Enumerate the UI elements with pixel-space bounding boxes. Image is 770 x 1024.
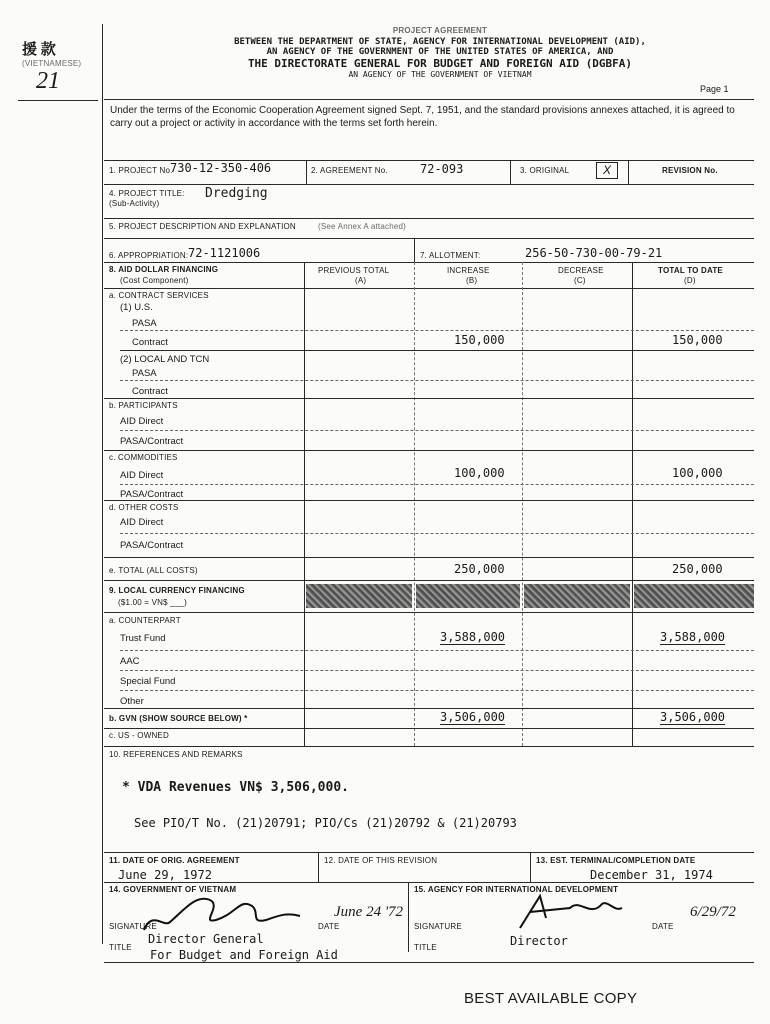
shaded-cell-c bbox=[524, 584, 630, 608]
col-cost-component-sub: (Cost Component) bbox=[120, 276, 189, 285]
description-label: 5. PROJECT DESCRIPTION AND EXPLANATION bbox=[109, 222, 296, 231]
gvn-increase: 3,506,000 bbox=[440, 710, 506, 724]
row-contract-services: a. CONTRACT SERVICES bbox=[109, 291, 209, 300]
agreement-no-label: 2. AGREEMENT No. bbox=[311, 166, 388, 175]
contract-total: 150,000 bbox=[672, 333, 723, 347]
header-line-2: AN AGENCY OF THE GOVERNMENT OF THE UNITED STATES OF AMERICA, AND bbox=[266, 47, 614, 57]
row-participants-aid: AID Direct bbox=[120, 416, 164, 427]
corner-block bbox=[22, 38, 92, 98]
row-us-owned: c. US - OWNED bbox=[109, 731, 169, 740]
intro-text: Under the terms of the Economic Cooperation Agreement signed Sept. 7, 1951, and the standard provisions annexes attached, it is agreed to carry out a project or activity in accordance with the terms set forth herein. bbox=[110, 105, 735, 129]
col-previous-sub: (A) bbox=[355, 276, 367, 285]
row-trust-fund: Trust Fund bbox=[120, 633, 166, 644]
col-total-sub: (D) bbox=[684, 276, 696, 285]
row-commodities-pasa: PASA/Contract bbox=[120, 489, 184, 500]
aid-date-label: DATE bbox=[652, 922, 674, 931]
row-participants-pasa: PASA/Contract bbox=[120, 436, 184, 447]
description-note: (See Annex A attached) bbox=[318, 222, 407, 231]
gvn-signature-label: SIGNATURE bbox=[109, 922, 157, 931]
row-local-currency: 9. LOCAL CURRENCY FINANCING bbox=[109, 586, 245, 595]
corner-sub: (VIETNAMESE) bbox=[22, 59, 82, 68]
gvn-date: June 24 '72 bbox=[334, 904, 404, 920]
row-other-pasa: PASA/Contract bbox=[120, 540, 184, 551]
commodities-total: 100,000 bbox=[672, 466, 723, 480]
row-counterpart: a. COUNTERPART bbox=[109, 616, 181, 625]
project-no-label: 1. PROJECT No. bbox=[109, 166, 173, 175]
col-total: TOTAL TO DATE bbox=[658, 266, 723, 275]
best-available-copy-stamp: BEST AVAILABLE COPY bbox=[464, 990, 638, 1007]
aid-date: 6/29/72 bbox=[690, 904, 736, 920]
gvn-title-1: Director General bbox=[148, 932, 264, 946]
gvn-total: 3,506,000 bbox=[660, 710, 726, 724]
gvn-date-label: DATE bbox=[318, 922, 340, 931]
header-line-3: THE DIRECTORATE GENERAL FOR BUDGET AND FOREIGN AID (DGBFA) bbox=[247, 57, 633, 70]
gov-label: 14. GOVERNMENT OF VIETNAM bbox=[109, 885, 237, 894]
appropriation: 72-1121006 bbox=[188, 246, 261, 260]
col-previous: PREVIOUS TOTAL bbox=[318, 266, 390, 275]
form-title: PROJECT AGREEMENT bbox=[392, 26, 488, 35]
row-us-pasa: PASA bbox=[132, 318, 157, 329]
project-title: Dredging bbox=[205, 186, 268, 201]
row-other: Other bbox=[120, 696, 144, 707]
revision-label: REVISION No. bbox=[662, 166, 718, 175]
shaded-cell-b bbox=[416, 584, 520, 608]
row-aac: AAC bbox=[120, 656, 140, 667]
row-other-costs: d. OTHER COSTS bbox=[109, 503, 179, 512]
commodities-increase: 100,000 bbox=[454, 466, 505, 480]
col-increase: INCREASE bbox=[447, 266, 490, 275]
trust-increase: 3,588,000 bbox=[440, 630, 506, 644]
original-checkbox[interactable]: X bbox=[596, 162, 618, 179]
col-increase-sub: (B) bbox=[466, 276, 478, 285]
row-local-currency-sub: ($1.00 = VN$ ___) bbox=[118, 598, 187, 607]
gvn-title-2: For Budget and Foreign Aid bbox=[150, 948, 338, 962]
allotment-label: 7. ALLOTMENT: bbox=[420, 251, 481, 260]
original-label: 3. ORIGINAL bbox=[520, 166, 570, 175]
project-title-sub: (Sub-Activity) bbox=[109, 199, 160, 208]
row-local-pasa: PASA bbox=[132, 368, 157, 379]
aid-title: Director bbox=[510, 934, 568, 948]
row-local-contract: Contract bbox=[132, 386, 168, 397]
row-us: (1) U.S. bbox=[120, 302, 153, 313]
date-orig: June 29, 1972 bbox=[118, 868, 212, 882]
appropriation-label: 6. APPROPRIATION: bbox=[109, 251, 189, 260]
form-header bbox=[130, 26, 750, 79]
references-line-2: See PIO/T No. (21)20791; PIO/Cs (21)20792 & (21)20793 bbox=[134, 816, 517, 830]
row-special-fund: Special Fund bbox=[120, 676, 176, 687]
row-total-all-costs: e. TOTAL (ALL COSTS) bbox=[109, 566, 198, 575]
row-us-contract: Contract bbox=[132, 337, 168, 348]
project-title-label: 4. PROJECT TITLE: bbox=[109, 189, 185, 198]
aid-signature bbox=[510, 888, 630, 932]
total-total: 250,000 bbox=[672, 562, 723, 576]
shaded-cell-a bbox=[306, 584, 412, 608]
page-number: Page 1 bbox=[700, 84, 729, 94]
corner-number: 21 bbox=[36, 68, 60, 94]
row-gvn: b. GVN (SHOW SOURCE BELOW) * bbox=[109, 714, 248, 723]
project-no: 730-12-350-406 bbox=[170, 161, 272, 175]
agreement-no: 72-093 bbox=[420, 162, 464, 176]
gvn-signature bbox=[140, 890, 320, 936]
total-increase: 250,000 bbox=[454, 562, 505, 576]
col-decrease-sub: (C) bbox=[574, 276, 586, 285]
header-line-4: AN AGENCY OF THE GOVERNMENT OF VIETNAM bbox=[348, 70, 532, 79]
aid-title-label: TITLE bbox=[414, 943, 437, 952]
row-participants: b. PARTICIPANTS bbox=[109, 401, 178, 410]
gvn-title-label: TITLE bbox=[109, 943, 132, 952]
row-local-tcn: (2) LOCAL AND TCN bbox=[120, 354, 210, 365]
contract-increase: 150,000 bbox=[454, 333, 505, 347]
references-label: 10. REFERENCES AND REMARKS bbox=[109, 750, 243, 759]
row-commodities-aid: AID Direct bbox=[120, 470, 164, 481]
col-cost-component: 8. AID DOLLAR FINANCING bbox=[109, 265, 219, 274]
agency-label: 15. AGENCY FOR INTERNATIONAL DEVELOPMENT bbox=[414, 885, 619, 894]
allotment: 256-50-730-00-79-21 bbox=[525, 246, 663, 260]
shaded-cell-d bbox=[634, 584, 754, 608]
references-line-1: * VDA Revenues VN$ 3,506,000. bbox=[122, 780, 349, 795]
row-commodities: c. COMMODITIES bbox=[109, 453, 178, 462]
row-other-aid: AID Direct bbox=[120, 517, 164, 528]
date-revision-label: 12. DATE OF THIS REVISION bbox=[324, 856, 438, 865]
header-line-1: BETWEEN THE DEPARTMENT OF STATE, AGENCY FOR INTERNATIONAL DEVELOPMENT (AID), bbox=[234, 37, 646, 47]
date-complete: December 31, 1974 bbox=[590, 868, 713, 882]
date-complete-label: 13. EST. TERMINAL/COMPLETION DATE bbox=[536, 856, 696, 865]
aid-signature-label: SIGNATURE bbox=[414, 922, 462, 931]
date-orig-label: 11. DATE OF ORIG. AGREEMENT bbox=[109, 856, 240, 865]
col-decrease: DECREASE bbox=[558, 266, 604, 275]
corner-chars: 援 款 bbox=[22, 42, 56, 58]
trust-total: 3,588,000 bbox=[660, 630, 726, 644]
